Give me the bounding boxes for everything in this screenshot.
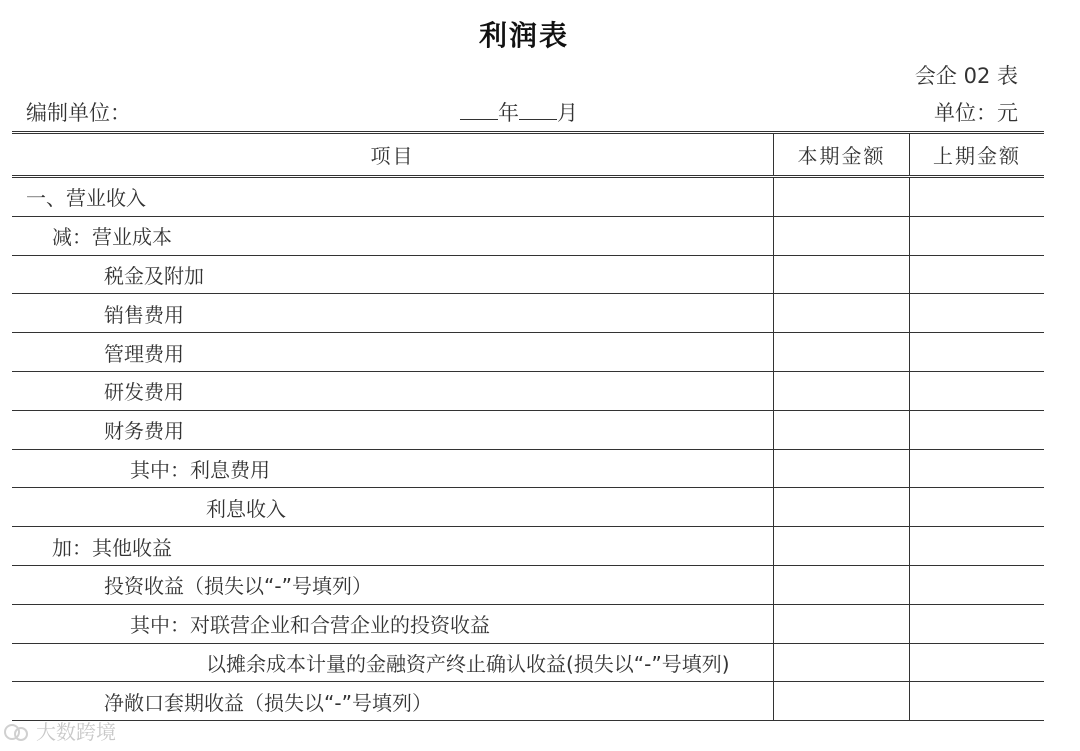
year-blank[interactable] bbox=[460, 101, 498, 120]
table-row bbox=[12, 217, 1044, 256]
month-blank[interactable] bbox=[519, 101, 557, 120]
current-amount-cell[interactable] bbox=[773, 488, 909, 526]
current-amount-cell[interactable] bbox=[773, 605, 909, 643]
previous-amount-cell[interactable] bbox=[909, 411, 1044, 449]
previous-amount-cell[interactable] bbox=[909, 294, 1044, 332]
row-item-label: 加：其他收益 bbox=[52, 535, 172, 560]
table-row bbox=[12, 605, 1044, 644]
previous-amount-cell[interactable] bbox=[909, 527, 1044, 565]
row-item-label: 其中：利息费用 bbox=[130, 457, 270, 482]
current-amount-cell[interactable] bbox=[773, 644, 909, 682]
current-amount-cell[interactable] bbox=[773, 333, 909, 371]
compiler-label: 编制单位： bbox=[26, 101, 131, 125]
weibo-logo-icon bbox=[4, 721, 30, 741]
row-item-label: 投资收益（损失以“-”号填列） bbox=[104, 574, 372, 599]
income-statement-table bbox=[12, 131, 1044, 721]
table-row bbox=[12, 682, 1044, 721]
current-amount-cell[interactable] bbox=[773, 256, 909, 294]
watermark bbox=[4, 716, 116, 745]
current-amount-cell[interactable] bbox=[773, 527, 909, 565]
table-body bbox=[12, 178, 1044, 721]
current-amount-cell[interactable] bbox=[773, 411, 909, 449]
unit-label: 单位：元 bbox=[934, 101, 1018, 125]
table-row bbox=[12, 372, 1044, 411]
previous-amount-cell[interactable] bbox=[909, 217, 1044, 255]
row-item-label: 其中：对联营企业和合营企业的投资收益 bbox=[130, 613, 490, 638]
row-item-label: 以摊余成本计量的金融资产终止确认收益(损失以“-”号填列) bbox=[206, 651, 730, 676]
row-item-label: 财务费用 bbox=[104, 419, 184, 444]
current-amount-cell[interactable] bbox=[773, 566, 909, 604]
row-item-label: 管理费用 bbox=[104, 341, 184, 366]
previous-amount-cell[interactable] bbox=[909, 372, 1044, 410]
previous-amount-cell[interactable] bbox=[909, 178, 1044, 216]
previous-amount-cell[interactable] bbox=[909, 488, 1044, 526]
row-item-label: 减：营业成本 bbox=[52, 225, 172, 250]
table-row bbox=[12, 411, 1044, 450]
table-header bbox=[12, 134, 1044, 178]
table-row bbox=[12, 488, 1044, 527]
previous-amount-cell[interactable] bbox=[909, 682, 1044, 720]
table-row bbox=[12, 527, 1044, 566]
watermark-text: 大数跨境 bbox=[36, 720, 116, 744]
row-item-label: 一、营业收入 bbox=[26, 186, 146, 211]
current-amount-cell[interactable] bbox=[773, 682, 909, 720]
header-previous-period: 上期金额 bbox=[909, 134, 1044, 175]
row-item-label: 利息收入 bbox=[206, 496, 286, 521]
row-item-label: 研发费用 bbox=[104, 380, 184, 405]
previous-amount-cell[interactable] bbox=[909, 566, 1044, 604]
previous-amount-cell[interactable] bbox=[909, 450, 1044, 488]
previous-amount-cell[interactable] bbox=[909, 333, 1044, 371]
current-amount-cell[interactable] bbox=[773, 178, 909, 216]
table-row bbox=[12, 178, 1044, 217]
table-row bbox=[12, 450, 1044, 489]
row-item-label: 税金及附加 bbox=[104, 263, 204, 288]
month-label: 月 bbox=[557, 101, 578, 125]
table-row bbox=[12, 256, 1044, 295]
row-item-label: 净敞口套期收益（损失以“-”号填列） bbox=[104, 690, 432, 715]
year-label: 年 bbox=[498, 101, 519, 125]
row-item-label: 销售费用 bbox=[104, 302, 184, 327]
current-amount-cell[interactable] bbox=[773, 450, 909, 488]
header-item: 项目 bbox=[370, 144, 415, 168]
current-amount-cell[interactable] bbox=[773, 217, 909, 255]
table-row bbox=[12, 644, 1044, 683]
previous-amount-cell[interactable] bbox=[909, 256, 1044, 294]
report-title: 利润表 bbox=[478, 19, 569, 52]
period-field bbox=[460, 97, 578, 127]
form-code: 会企 02 表 bbox=[914, 64, 1018, 88]
previous-amount-cell[interactable] bbox=[909, 644, 1044, 682]
previous-amount-cell[interactable] bbox=[909, 605, 1044, 643]
header-current-period: 本期金额 bbox=[773, 134, 909, 175]
table-row bbox=[12, 294, 1044, 333]
current-amount-cell[interactable] bbox=[773, 294, 909, 332]
table-row bbox=[12, 566, 1044, 605]
current-amount-cell[interactable] bbox=[773, 372, 909, 410]
table-row bbox=[12, 333, 1044, 372]
